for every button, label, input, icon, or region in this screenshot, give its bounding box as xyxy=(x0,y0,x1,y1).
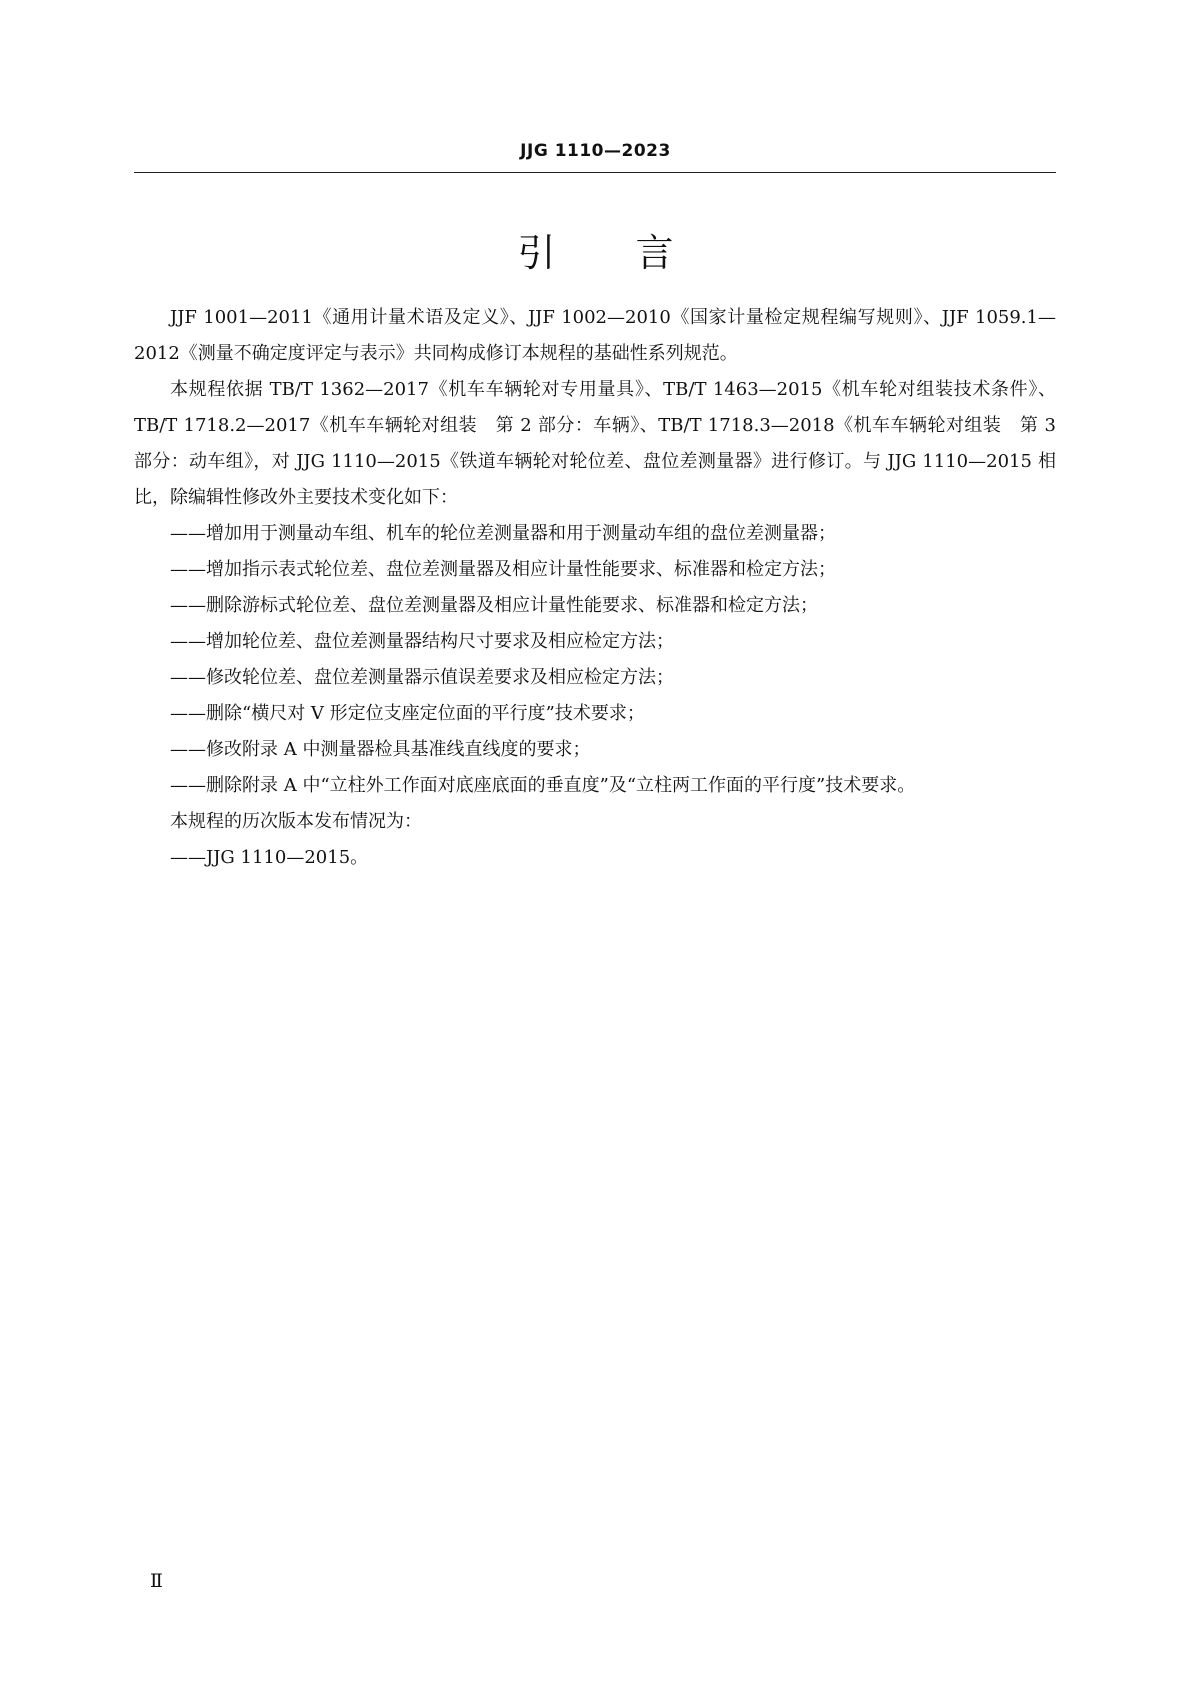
change-item: ——修改附录 A 中测量器检具基准线直线度的要求； xyxy=(170,739,591,760)
change-item: ——增加轮位差、盘位差测量器结构尺寸要求及相应检定方法； xyxy=(170,631,674,652)
paragraph-intro: JJF 1001—2011《通用计量术语及定义》、JJF 1002—2010《国家计量检定规程编写规则》、JJF 1059.1—2012《测量不确定度评定与表示》共同构成修订本规程的基础性系列规范。 xyxy=(134,307,1056,364)
page-number: Ⅱ xyxy=(150,1570,163,1592)
history-item: ——JJG 1110—2015。 xyxy=(170,847,369,868)
paragraph-basis: 本规程依据 TB/T 1362—2017《机车车辆轮对专用量具》、TB/T 1463—2015《机车轮对组装技术条件》、TB/T 1718.2—2017《机车车辆轮对组装 第 2 部分：车辆》、TB/T 1718.3—2018《机车车辆轮对组装 第 3 部分：动车组》，对 JJG 1110—2015《铁道车辆轮对轮位差、盘位差测量器》进行修订。与 JJG 1110—2015 相比，除编辑性修改外主要技术变化如下： xyxy=(134,379,1056,508)
change-item: ——删除附录 A 中“立柱外工作面对底座底面的垂直度”及“立柱两工作面的平行度”技术要求。 xyxy=(170,775,916,796)
change-item: ——删除“横尺对 V 形定位支座定位面的平行度”技术要求； xyxy=(170,703,645,724)
header-divider xyxy=(134,172,1056,173)
body-text xyxy=(134,300,1056,876)
paragraph-history: 本规程的历次版本发布情况为： xyxy=(170,811,422,832)
page-title: 引言 xyxy=(517,231,754,275)
change-item: ——增加指示表式轮位差、盘位差测量器及相应计量性能要求、标准器和检定方法； xyxy=(170,559,836,580)
change-item: ——修改轮位差、盘位差测量器示值误差要求及相应检定方法； xyxy=(170,667,674,688)
document-header: JJG 1110—2023 xyxy=(520,141,671,161)
change-item: ——删除游标式轮位差、盘位差测量器及相应计量性能要求、标准器和检定方法； xyxy=(170,595,818,616)
change-item: ——增加用于测量动车组、机车的轮位差测量器和用于测量动车组的盘位差测量器； xyxy=(170,523,836,544)
